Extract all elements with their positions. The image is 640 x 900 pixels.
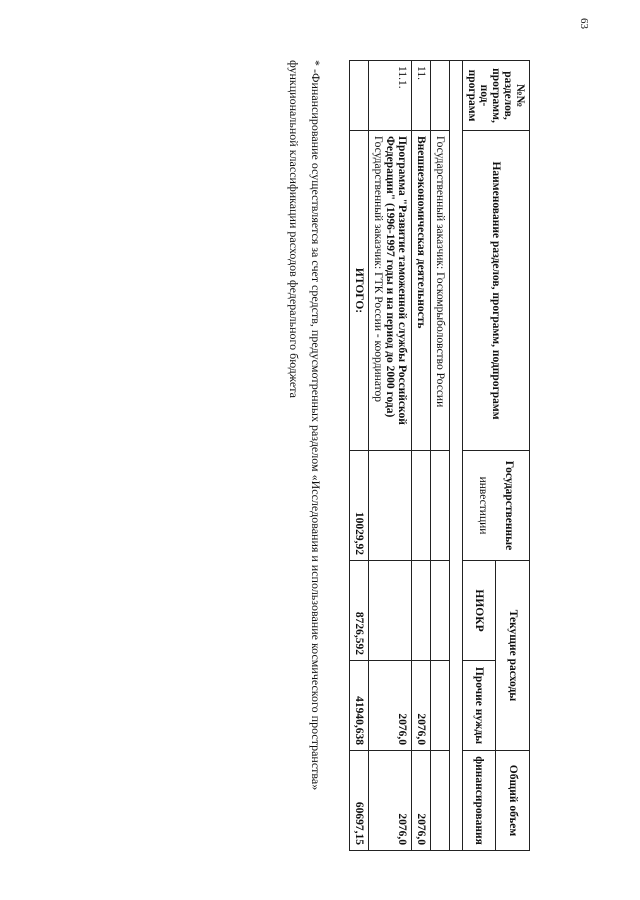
total-label: ИТОГО: bbox=[350, 131, 369, 451]
row-total: 2076,0 bbox=[412, 751, 431, 851]
table-row bbox=[369, 61, 412, 851]
header-name: Наименование разделов, программ, подпрограмм bbox=[463, 131, 530, 451]
row-other: 2076,0 bbox=[369, 661, 412, 751]
header-number: №№ разделов, программ, под-программ bbox=[463, 61, 530, 131]
total-row bbox=[350, 61, 369, 851]
total-invest: 10029,92 bbox=[350, 451, 369, 561]
program-customer: Государственный заказчик: ГТК России - координатор bbox=[372, 136, 384, 402]
financing-table bbox=[349, 60, 530, 851]
table-row bbox=[431, 61, 450, 851]
footnote: * -Финансирование осуществляется за счет средств, предусмотренных разделом «Исследования и использование космического пространства» функциональной классификации расходов федерального бюджета bbox=[287, 60, 323, 791]
table-row bbox=[412, 61, 431, 851]
row-num bbox=[431, 61, 450, 131]
rotated-page-content bbox=[60, 60, 530, 850]
header-invest bbox=[463, 451, 530, 561]
row-total: 2076,0 bbox=[369, 751, 412, 851]
total-niokr: 8726,592 bbox=[350, 561, 369, 661]
total-other: 41940,638 bbox=[350, 661, 369, 751]
row-name: Внешнеэкономическая деятельность bbox=[412, 131, 431, 451]
header-total-top: Общий объем bbox=[496, 751, 530, 851]
row-name bbox=[369, 131, 412, 451]
header-other: Прочие нужды bbox=[463, 661, 497, 751]
header-current: Текущие расходы bbox=[496, 561, 530, 751]
program-title: Программа "Развитие таможенной службы Российской Федерации" (1996-1997 годы и на период до 2000 года) bbox=[384, 136, 408, 425]
page-number: 63 bbox=[578, 18, 590, 29]
header-total-bottom: финансирования bbox=[463, 751, 497, 851]
row-other: 2076,0 bbox=[412, 661, 431, 751]
total-total: 60697,15 bbox=[350, 751, 369, 851]
row-num: 11. bbox=[412, 61, 431, 131]
header-niokr: НИОКР bbox=[463, 561, 497, 661]
header-invest-bottom: инвестиции bbox=[477, 476, 489, 535]
row-name: Государственный заказчик: Госкомрыболовство России bbox=[431, 131, 450, 451]
row-num: 11.1. bbox=[369, 61, 412, 131]
header-invest-top: Государственные bbox=[503, 460, 515, 551]
